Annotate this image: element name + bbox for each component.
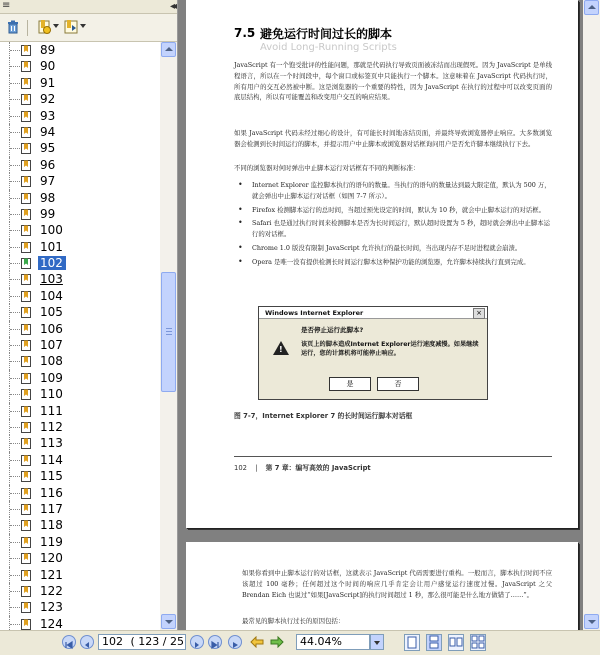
previous-page-icon xyxy=(81,639,93,651)
bookmark-icon xyxy=(21,274,31,285)
bookmark-item[interactable] xyxy=(0,501,160,517)
bookmark-label[interactable]: 97 xyxy=(40,174,56,189)
bookmark-label[interactable]: 114 xyxy=(40,452,63,467)
bookmark-label[interactable]: 121 xyxy=(40,567,63,582)
bookmark-icon xyxy=(21,389,31,400)
bookmark-label[interactable]: 100 xyxy=(40,223,63,238)
bookmark-label[interactable]: 93 xyxy=(40,108,56,123)
footer-chapter: 第 7 章：编写高效的 JavaScript xyxy=(265,464,371,472)
bookmark-label[interactable]: 116 xyxy=(40,485,63,500)
bookmark-icon xyxy=(21,176,31,187)
paragraph: JavaScript 有一个饱受批评的性能问题，那就是代码执行导致页面被冻结而出现假死。因为 JavaScript 是单线程语言，所以在一个时间段中，每个窗口或标签页中只能执行一个脚本。这意味着在 JavaScript 代码执行时，所有用户的交互必然被中断。这是浏览器的一个重要的特性，因为 JavaScript 在执行的过程中可以改变页面的底层结构，所以有可能覆盖和改变用户交互的响应结果。 xyxy=(234,61,552,102)
bookmark-icon xyxy=(21,488,31,499)
paragraph: 如果你看到中止脚本运行的对话框，这就表示 JavaScript 代码需要进行重构。一般而言，脚本执行时间不应该超过 100 毫秒；任何超过这个时间的响应几乎肯定会让用户感觉运行速度过慢。JavaScript 之父 Brendan Eich 也说过“如果[JavaScript]的执行时间超过 1 秒，那么很可能是什么地方做错了……”。 xyxy=(242,569,552,599)
section-title: 避免运行时间过长的脚本 xyxy=(260,27,393,41)
bookmark-item[interactable] xyxy=(0,517,160,533)
bookmark-list xyxy=(0,42,160,630)
bookmark-icon xyxy=(21,45,31,56)
previous-page-button[interactable] xyxy=(80,635,94,649)
bookmark-label[interactable]: 113 xyxy=(40,436,63,451)
dialog-question: 是否停止运行此脚本? xyxy=(301,326,364,334)
page-footer: 102 | 第 7 章：编写高效的 JavaScript xyxy=(234,464,371,472)
bookmark-item[interactable] xyxy=(0,222,160,238)
bookmark-icon xyxy=(21,225,31,236)
bookmark-label[interactable]: 103 xyxy=(40,272,63,287)
bookmark-icon xyxy=(21,438,31,449)
navigation-bar xyxy=(0,630,600,654)
bookmark-icon xyxy=(21,193,31,204)
first-page-button[interactable] xyxy=(62,635,76,649)
zoom-field[interactable]: 44.04% xyxy=(296,634,370,650)
bookmark-item[interactable] xyxy=(0,42,160,58)
bookmark-item[interactable] xyxy=(0,108,160,124)
bookmark-item[interactable] xyxy=(0,435,160,451)
continuous-page-icon xyxy=(427,635,441,650)
dialog-no-button: 否 xyxy=(377,377,419,391)
bookmark-item[interactable] xyxy=(0,173,160,189)
bookmark-item[interactable] xyxy=(0,337,160,353)
bookmark-item[interactable] xyxy=(0,599,160,615)
bookmark-item[interactable] xyxy=(0,370,160,386)
pdf-page-next xyxy=(186,542,578,630)
bookmark-label[interactable]: 96 xyxy=(40,157,56,172)
facing-layout-button[interactable] xyxy=(448,634,464,651)
bookmarks-scroll-thumb[interactable] xyxy=(161,272,176,392)
bookmarks-scrollbar[interactable] xyxy=(160,42,177,630)
bookmark-label[interactable]: 95 xyxy=(40,141,56,156)
go-back-icon[interactable] xyxy=(250,636,264,648)
bookmark-icon xyxy=(21,111,31,122)
first-page-icon xyxy=(63,639,75,651)
last-page-button[interactable] xyxy=(208,635,222,649)
bookmark-label[interactable]: 94 xyxy=(40,124,56,139)
bookmark-label[interactable]: 110 xyxy=(40,387,63,402)
panel-menu-icon[interactable]: ≡ xyxy=(2,0,11,11)
continuous-layout-button[interactable] xyxy=(426,634,442,651)
bookmark-icon xyxy=(21,537,31,548)
scroll-up-button[interactable] xyxy=(161,42,176,57)
last-page-icon xyxy=(209,639,221,651)
bookmark-icon xyxy=(21,291,31,302)
bookmark-label[interactable]: 89 xyxy=(40,43,56,57)
bookmark-label[interactable]: 102 xyxy=(38,256,66,270)
collapse-panel-icon[interactable]: ◂◂ xyxy=(169,1,174,12)
bookmark-label[interactable]: 105 xyxy=(40,305,63,320)
current-page-value[interactable]: 102 xyxy=(102,635,123,648)
bookmark-icon xyxy=(21,209,31,220)
bookmark-icon xyxy=(21,373,31,384)
warning-icon: ! xyxy=(273,341,289,355)
play-icon xyxy=(229,639,241,651)
bookmark-icon xyxy=(21,160,31,171)
dialog-close-icon: × xyxy=(473,308,485,319)
bookmark-icon xyxy=(21,324,31,335)
bookmark-label[interactable]: 98 xyxy=(40,190,56,205)
bookmark-label[interactable]: 122 xyxy=(40,583,63,598)
bookmark-item[interactable] xyxy=(0,157,160,173)
play-pages-button[interactable] xyxy=(228,635,242,649)
bookmark-icon xyxy=(21,143,31,154)
bookmark-item[interactable] xyxy=(0,485,160,501)
dialog-yes-button: 是 xyxy=(329,377,371,391)
new-bookmark-icon[interactable] xyxy=(37,20,51,34)
bookmark-item[interactable] xyxy=(0,271,160,287)
continuous-facing-layout-button[interactable] xyxy=(470,634,486,651)
bookmark-icon xyxy=(21,553,31,564)
bookmark-item[interactable] xyxy=(0,386,160,402)
bookmark-label[interactable]: 90 xyxy=(40,59,56,74)
bookmark-icon xyxy=(21,455,31,466)
bookmark-label[interactable]: 123 xyxy=(40,600,63,615)
zoom-dropdown-button[interactable] xyxy=(370,634,384,650)
dialog-message: 该页上的脚本造成Internet Explorer运行速度减慢。如果继续运行，您的计算机将可能停止响应。 xyxy=(301,341,479,357)
footer-divider xyxy=(234,456,552,457)
next-page-icon xyxy=(191,639,203,651)
bookmark-item[interactable] xyxy=(0,403,160,419)
section-number: 7.5 xyxy=(234,26,256,40)
bullet-item: • Chrome 1.0 版没有限制 JavaScript 允许执行的最长时间，当出现内存不足时进程就会崩溃。 xyxy=(234,243,552,254)
bookmark-label[interactable]: 117 xyxy=(40,501,63,516)
section-title-english: Avoid Long-Running Scripts xyxy=(260,42,397,53)
bookmark-item[interactable] xyxy=(0,255,160,271)
paragraph: 不同的浏览器对何时弹出中止脚本运行对话框有不同的判断标准： xyxy=(234,164,420,172)
bookmark-label[interactable]: 111 xyxy=(40,403,63,418)
bookmark-item[interactable] xyxy=(0,616,160,630)
bookmark-item[interactable] xyxy=(0,550,160,566)
single-page-layout-button[interactable] xyxy=(404,634,420,651)
bookmark-item[interactable] xyxy=(0,239,160,255)
paragraph: 最常见的脚本执行过长的原因包括： xyxy=(242,617,345,625)
bookmark-item[interactable] xyxy=(0,288,160,304)
bookmark-item[interactable] xyxy=(0,452,160,468)
pdf-page xyxy=(186,0,578,528)
paragraph: 如果 JavaScript 代码未经过细心的设计，有可能长时间地冻结页面，并最终导致浏览器停止响应。大多数浏览器会检测到长时间运行的脚本，并提示用户中止脚本或浏览器对话框询问用户是否允许脚本继续执行下去。 xyxy=(234,129,552,148)
bookmark-icon xyxy=(21,406,31,417)
figure-caption: 图 7-7，Internet Explorer 7 的长时间运行脚本对话框 xyxy=(234,412,413,420)
bookmark-item[interactable] xyxy=(0,75,160,91)
dialog-title: Windows Internet Explorer xyxy=(259,307,487,319)
bookmark-icon xyxy=(21,307,31,318)
bookmark-item[interactable] xyxy=(0,140,160,156)
go-forward-icon[interactable] xyxy=(270,636,284,648)
document-view[interactable] xyxy=(178,0,600,630)
bookmark-label[interactable]: 101 xyxy=(40,239,63,254)
bookmark-icon xyxy=(21,127,31,138)
figure-dialog-screenshot xyxy=(258,306,488,400)
bookmark-label[interactable]: 115 xyxy=(40,469,63,484)
bookmark-label[interactable]: 99 xyxy=(40,206,56,221)
bookmark-label[interactable]: 118 xyxy=(40,518,63,533)
single-page-icon xyxy=(405,635,419,650)
bookmarks-panel xyxy=(0,0,178,630)
bookmark-icon xyxy=(21,356,31,367)
bookmark-item[interactable] xyxy=(0,304,160,320)
page-total-label: ( 123 / 25 xyxy=(130,635,184,648)
bookmark-icon xyxy=(21,94,31,105)
bookmark-item[interactable] xyxy=(0,583,160,599)
bookmark-item[interactable] xyxy=(0,58,160,74)
bookmark-label[interactable]: 124 xyxy=(40,616,63,630)
expand-bookmark-icon[interactable] xyxy=(64,20,78,34)
scroll-down-button[interactable] xyxy=(161,614,176,629)
bullet-item: • Opera 是唯一没有提供检测长时间运行脚本这种保护功能的浏览器，允许脚本持续执行直到完成。 xyxy=(234,257,552,268)
bookmark-item[interactable] xyxy=(0,468,160,484)
bookmark-item[interactable] xyxy=(0,353,160,369)
bookmark-item[interactable] xyxy=(0,206,160,222)
doc-scroll-up-button[interactable] xyxy=(584,0,599,15)
bookmark-label[interactable]: 112 xyxy=(40,419,63,434)
bookmark-icon xyxy=(21,471,31,482)
bookmark-label[interactable]: 119 xyxy=(40,534,63,549)
bullet-item: • Internet Explorer 监控脚本执行的语句的数量。当执行的语句的数量达到最大限定值，默认为 500 万，就会弹出中止脚本运行对话框（如图 7-7 所示）。 xyxy=(234,180,552,202)
bookmark-icon xyxy=(21,520,31,531)
bookmark-icon xyxy=(21,570,31,581)
bookmark-icon xyxy=(21,340,31,351)
bookmark-item[interactable] xyxy=(0,567,160,583)
bookmark-icon xyxy=(21,619,31,630)
doc-scroll-down-button[interactable] xyxy=(584,614,599,629)
bookmark-icon xyxy=(21,422,31,433)
bookmark-item[interactable] xyxy=(0,190,160,206)
bookmark-icon xyxy=(21,242,31,253)
bookmark-item[interactable] xyxy=(0,419,160,435)
bookmark-icon xyxy=(21,78,31,89)
browser-bullet-list xyxy=(234,180,552,271)
bookmarks-toolbar xyxy=(0,14,178,42)
continuous-facing-icon xyxy=(471,635,485,650)
next-page-button[interactable] xyxy=(190,635,204,649)
facing-pages-icon xyxy=(449,635,463,650)
bookmark-label[interactable]: 120 xyxy=(40,551,63,566)
bookmark-label[interactable]: 104 xyxy=(40,288,63,303)
bookmarks-panel-header xyxy=(0,0,178,14)
bookmark-label[interactable]: 107 xyxy=(40,338,63,353)
bookmark-label[interactable]: 106 xyxy=(40,321,63,336)
bookmark-icon xyxy=(21,602,31,613)
trash-icon[interactable] xyxy=(6,20,20,34)
bookmark-label[interactable]: 92 xyxy=(40,92,56,107)
bullet-item: • Safari 也是通过执行时间来检测脚本是否为长时间运行，默认超时设置为 5 秒，超时就会弹出中止脚本运行的对话框。 xyxy=(234,218,552,240)
bookmark-label[interactable]: 109 xyxy=(40,370,63,385)
page-number-field[interactable] xyxy=(98,634,186,650)
bookmark-icon xyxy=(21,258,31,269)
document-scrollbar[interactable] xyxy=(583,0,600,630)
bookmark-label[interactable]: 108 xyxy=(40,354,63,369)
bookmark-icon xyxy=(21,504,31,515)
bookmark-item[interactable] xyxy=(0,534,160,550)
bookmark-icon xyxy=(21,586,31,597)
bookmark-icon xyxy=(21,61,31,72)
footer-page-number: 102 xyxy=(234,464,247,472)
bookmark-label[interactable]: 91 xyxy=(40,75,56,90)
bookmark-item[interactable] xyxy=(0,124,160,140)
bullet-item: • Firefox 检测脚本运行的总时间，当超过预先设定的时间，默认为 10 秒，就会中止脚本运行的对话框。 xyxy=(234,205,552,216)
bookmark-item[interactable] xyxy=(0,91,160,107)
bookmark-item[interactable] xyxy=(0,321,160,337)
